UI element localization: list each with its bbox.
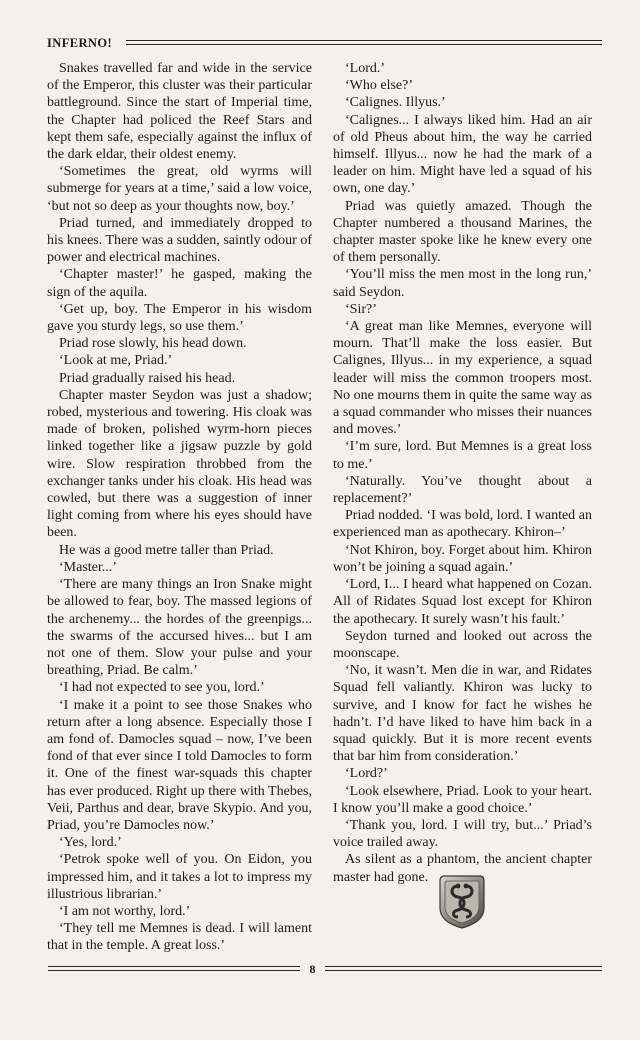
paragraph: ‘Sometimes the great, old wyrms will submerge for years at a time,’ said a low voice, ‘but not so deep as your thoughts now, boy.’: [47, 164, 312, 214]
footer-rule: [325, 970, 602, 971]
paragraph: Priad nodded. ‘I was bold, lord. I wanted an experienced man as apothecary. Khiron–’: [333, 508, 592, 541]
paragraph: ‘Sir?’: [345, 301, 377, 317]
paragraph: He was a good metre taller than Priad.: [59, 542, 274, 558]
paragraph: ‘Calignes. Illyus.’: [345, 95, 446, 111]
paragraph: ‘A great man like Memnes, everyone will mourn. That’ll make the loss easier. But Calignes, Illyus... in my experience, a squad leader will miss the common troopers most. No one mourns them in quite the same way as a squad commander who misses their nuances and moves.’: [333, 319, 592, 438]
paragraph: ‘Naturally. You’ve thought about a replacement?’: [333, 473, 592, 507]
paragraph: ‘Not Khiron, boy. Forget about him. Khiron won’t be joining a squad again.’: [333, 542, 592, 575]
footer-rule: [48, 966, 300, 967]
paragraph: Priad rose slowly, his head down.: [59, 336, 247, 352]
footer-rule: [325, 966, 602, 967]
paragraph: ‘Look elsewhere, Priad. Look to your heart. I know you’ll make a good choice.’: [333, 783, 592, 816]
paragraph: ‘Lord.’: [345, 61, 386, 76]
paragraph: Priad gradually raised his head.: [59, 370, 236, 386]
paragraph: ‘Chapter master!’ he gasped, making the sign of the aquila.: [47, 267, 312, 300]
running-header-title: INFERNO!: [47, 36, 113, 50]
paragraph: ‘I make it a point to see those Snakes who return after a long absence. Especially those I am fond of. Damocles squad – now, I’ve been fond of that ever since I told Damocles to form it. One of the finest war-squads this chapter has ever produced. Right up there with Thebes, Veii, Parthus and dear, brave Skypio. And you, Priad, you’re Damocles now.’: [47, 697, 312, 833]
header-rule: [126, 44, 602, 45]
paragraph: ‘There are many things an Iron Snake might be allowed to fear, boy. The massed legions of the archenemy... the hordes of the greenpigs... the swarms of the accursed hives... but I am not one of them. Slow your pulse and your breathing, Priad. Be calm.’: [47, 577, 312, 679]
paragraph: ‘Master...’: [59, 559, 117, 575]
paragraph: Snakes travelled far and wide in the service of the Emperor, this cluster was their particular battleground. Since the start of Imperial time, the Chapter had policed the Reef Stars and kept them safe, especially against the influx of the dark eldar, their oldest enemy.: [47, 61, 312, 163]
page-number: 8: [309, 962, 316, 976]
left-text-column: [47, 60, 312, 955]
paragraph: ‘Thank you, lord. I will try, but...’ Priad’s voice trailed away.: [333, 817, 592, 851]
paragraph: ‘No, it wasn’t. Men die in war, and Ridates Squad fell valiantly. Khiron was lucky to survive, and I know for fact he wishes he hadn’t. I’d have liked to have him back in a squad quickly. But it is more recent events that bar him from consideration.’: [333, 663, 592, 765]
paragraph: ‘I had not expected to see you, lord.’: [59, 680, 265, 696]
paragraph: ‘Who else?’: [345, 78, 414, 94]
iron-snake-emblem-icon: [436, 872, 488, 930]
paragraph: ‘Calignes... I always liked him. Had an air of old Pheus about him, the way he carried himself. Illyus... now he had the mark of a leader on him. Might have led a squad of his own, one day.’: [333, 112, 592, 197]
paragraph: Chapter master Seydon was just a shadow; robed, mysterious and towering. His cloak was made of broken, polished wyrm-horn pieces linked together like a jigsaw puzzle by gold wire. Slow respiration throbbed from the exchanger tanks under his cloak. His head was cowled, but there was a suggestion of inner light coming from where his eyes should have been.: [47, 387, 312, 541]
paragraph: ‘You’ll miss the men most in the long run,’ said Seydon.: [333, 267, 592, 300]
paragraph: Priad was quietly amazed. Though the Chapter numbered a thousand Marines, the chapter master spoke like he knew every one of them personally.: [333, 198, 592, 266]
paragraph: ‘Get up, boy. The Emperor in his wisdom gave you sturdy legs, so use them.’: [47, 301, 312, 335]
paragraph: ‘Lord, I... I heard what happened on Cozan. All of Ridates Squad lost except for Khiron the apothecary. It surely wasn’t his fault.’: [333, 577, 592, 627]
paragraph: ‘Petrok spoke well of you. On Eidon, you impressed him, and it takes a lot to impress my illustrious librarian.’: [47, 852, 312, 902]
paragraph: ‘Look at me, Priad.’: [59, 353, 173, 369]
footer-rule: [48, 970, 300, 971]
paragraph: ‘I’m sure, lord. But Memnes is a great loss to me.’: [333, 439, 592, 472]
paragraph: ‘They tell me Memnes is dead. I will lament that in the temple. A great loss.’: [47, 921, 312, 954]
paragraph: As silent as a phantom, the ancient chapter master had gone.: [333, 852, 592, 885]
paragraph: ‘Lord?’: [345, 766, 388, 782]
header-rule: [126, 40, 602, 41]
paragraph: ‘I am not worthy, lord.’: [59, 903, 191, 919]
paragraph: ‘Yes, lord.’: [59, 835, 122, 851]
paragraph: Priad turned, and immediately dropped to his knees. There was a sudden, saintly odour of power and electrical machines.: [47, 215, 312, 266]
page-footer: [48, 962, 602, 978]
paragraph: Seydon turned and looked out across the moonscape.: [333, 628, 592, 661]
right-text-column: [333, 60, 592, 886]
page-header: [47, 36, 602, 52]
